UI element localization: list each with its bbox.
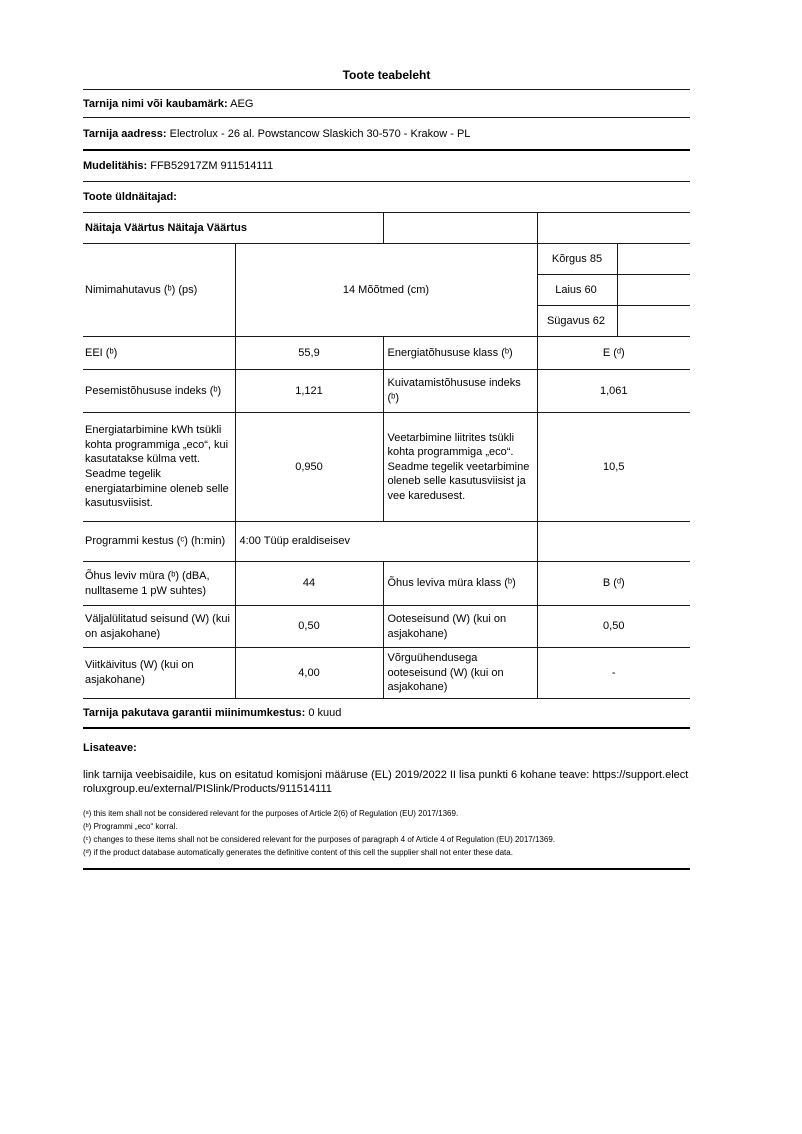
- dim-height-cell: Kõrgus 85: [537, 244, 617, 275]
- supplier-address-value: Electrolux - 26 al. Powstancow Slaskich 30-570 - Krakow - PL: [169, 128, 471, 140]
- table-row-energy-water: [83, 413, 690, 522]
- section-title-general: Toote üldnäitajad:: [83, 191, 177, 203]
- energy-consumption-label-cell: Energiatarbimine kWh tsükli kohta programmiga „eco“, kui kasutatakse külma vett. Seadme tegelik energiatarbimine oleneb selle kasutusviisist.: [83, 413, 235, 522]
- energy-class-value-cell: E (ᵈ): [537, 337, 690, 370]
- support-link-paragraph: [83, 768, 690, 796]
- water-consumption-value-cell: 10,5: [537, 413, 690, 522]
- supplier-name-value: AEG: [230, 98, 254, 110]
- model-id-row: [83, 151, 690, 182]
- program-duration-value-cell: 4:00 Tüüp eraldiseisev: [235, 522, 537, 562]
- table-header-cell: Näitaja Väärtus Näitaja Väärtus: [83, 213, 383, 244]
- table-row-eei: [83, 337, 690, 370]
- eei-value-cell: 55,9: [235, 337, 383, 370]
- page-title: Toote teabeleht: [83, 0, 690, 90]
- model-id-value: FFB52917ZM 911514111: [150, 160, 274, 172]
- networked-standby-value-cell: -: [537, 648, 690, 699]
- footnote-d: (ᵈ) if the product database automatically generates the definitive content of this cell the supplier shall not enter these data.: [83, 847, 513, 857]
- table-row-delay-start: [83, 648, 690, 699]
- capacity-label-cell: Nimimahutavus (ᵇ) (ps): [83, 244, 235, 337]
- supplier-name-row: [83, 90, 690, 118]
- document-content: [83, 0, 690, 870]
- table-row-duration: [83, 522, 690, 562]
- delay-start-label-cell: Viitkäivitus (W) (kui on asjakohane): [83, 648, 235, 699]
- standby-label-cell: Ooteseisund (W) (kui on asjakohane): [383, 606, 537, 648]
- dry-index-label-cell: Kuivatamistõhususe indeks (ᵇ): [383, 370, 537, 413]
- duration-empty-cell: [537, 522, 690, 562]
- guarantee-value: 0 kuud: [308, 706, 342, 719]
- table-header-spacer-1: [383, 213, 537, 244]
- support-link[interactable]: https://support.electroluxgroup.eu/external/PISlink/Products/911514111: [83, 768, 689, 795]
- supplier-address-row: [83, 118, 690, 151]
- spec-table: [83, 212, 690, 699]
- off-mode-value-cell: 0,50: [235, 606, 383, 648]
- support-link-prefix: link tarnija veebisaidile, kus on esitatud komisjoni määruse (EL) 2019/2022 II lisa punkti 6 kohane teave:: [83, 768, 593, 781]
- networked-standby-label-cell: Võrguühendusega ooteseisund (W) (kui on asjakohane): [383, 648, 537, 699]
- guarantee-row: [83, 699, 690, 729]
- capacity-value-dimensions-cell: 14 Mõõtmed (cm): [235, 244, 537, 337]
- noise-value-cell: 44: [235, 562, 383, 606]
- supplier-address-label: Tarnija aadress:: [83, 128, 167, 140]
- dim-width-empty-cell: [617, 275, 690, 306]
- bottom-divider: [83, 868, 690, 870]
- dim-depth-cell: Sügavus 62: [537, 306, 617, 337]
- footnote-b: (ᵇ) Programmi „eco“ korral.: [83, 821, 178, 831]
- delay-start-value-cell: 4,00: [235, 648, 383, 699]
- dry-index-value-cell: 1,061: [537, 370, 690, 413]
- energy-consumption-value-cell: 0,950: [235, 413, 383, 522]
- off-mode-label-cell: Väljalülitatud seisund (W) (kui on asjakohane): [83, 606, 235, 648]
- dim-width-cell: Laius 60: [537, 275, 617, 306]
- footnote-c: (ᶜ) changes to these items shall not be considered relevant for the purposes of paragraph 4 of Article 4 of Regulation (EU) 2017/1369.: [83, 834, 555, 844]
- guarantee-label: Tarnija pakutava garantii miinimumkestus:: [83, 706, 306, 719]
- model-id-label: Mudelitähis:: [83, 160, 148, 172]
- dim-height-empty-cell: [617, 244, 690, 275]
- dim-depth-empty-cell: [617, 306, 690, 337]
- program-duration-label-cell: Programmi kestus (ᶜ) (h:min): [83, 522, 235, 562]
- noise-label-cell: Õhus leviv müra (ᵇ) (dBA, nulltaseme 1 pW suhtes): [83, 562, 235, 606]
- table-row-wash-index: [83, 370, 690, 413]
- footnote-a: (ᵃ) this item shall not be considered relevant for the purposes of Article 2(6) of Regulation (EU) 2017/1369.: [83, 808, 459, 818]
- wash-index-label-cell: Pesemistõhususe indeks (ᵇ): [83, 370, 235, 413]
- noise-class-label-cell: Õhus leviva müra klass (ᵇ): [383, 562, 537, 606]
- capacity-dimensions-row: [83, 244, 690, 275]
- footnotes-block: [83, 807, 690, 859]
- water-consumption-label-cell: Veetarbimine liitrites tsükli kohta programmiga „eco“. Seadme tegelik veetarbimine oleneb selle kasutusviisist ja vee karedusest.: [383, 413, 537, 522]
- eei-label-cell: EEI (ᵇ): [83, 337, 235, 370]
- noise-class-value-cell: B (ᵈ): [537, 562, 690, 606]
- table-header-row: [83, 213, 690, 244]
- additional-info-heading: Lisateave:: [83, 741, 137, 754]
- standby-value-cell: 0,50: [537, 606, 690, 648]
- table-header-spacer-2: [537, 213, 690, 244]
- wash-index-value-cell: 1,121: [235, 370, 383, 413]
- table-row-off-mode: [83, 606, 690, 648]
- supplier-name-label: Tarnija nimi või kaubamärk:: [83, 98, 228, 110]
- energy-class-label-cell: Energiatõhususe klass (ᵇ): [383, 337, 537, 370]
- table-row-noise: [83, 562, 690, 606]
